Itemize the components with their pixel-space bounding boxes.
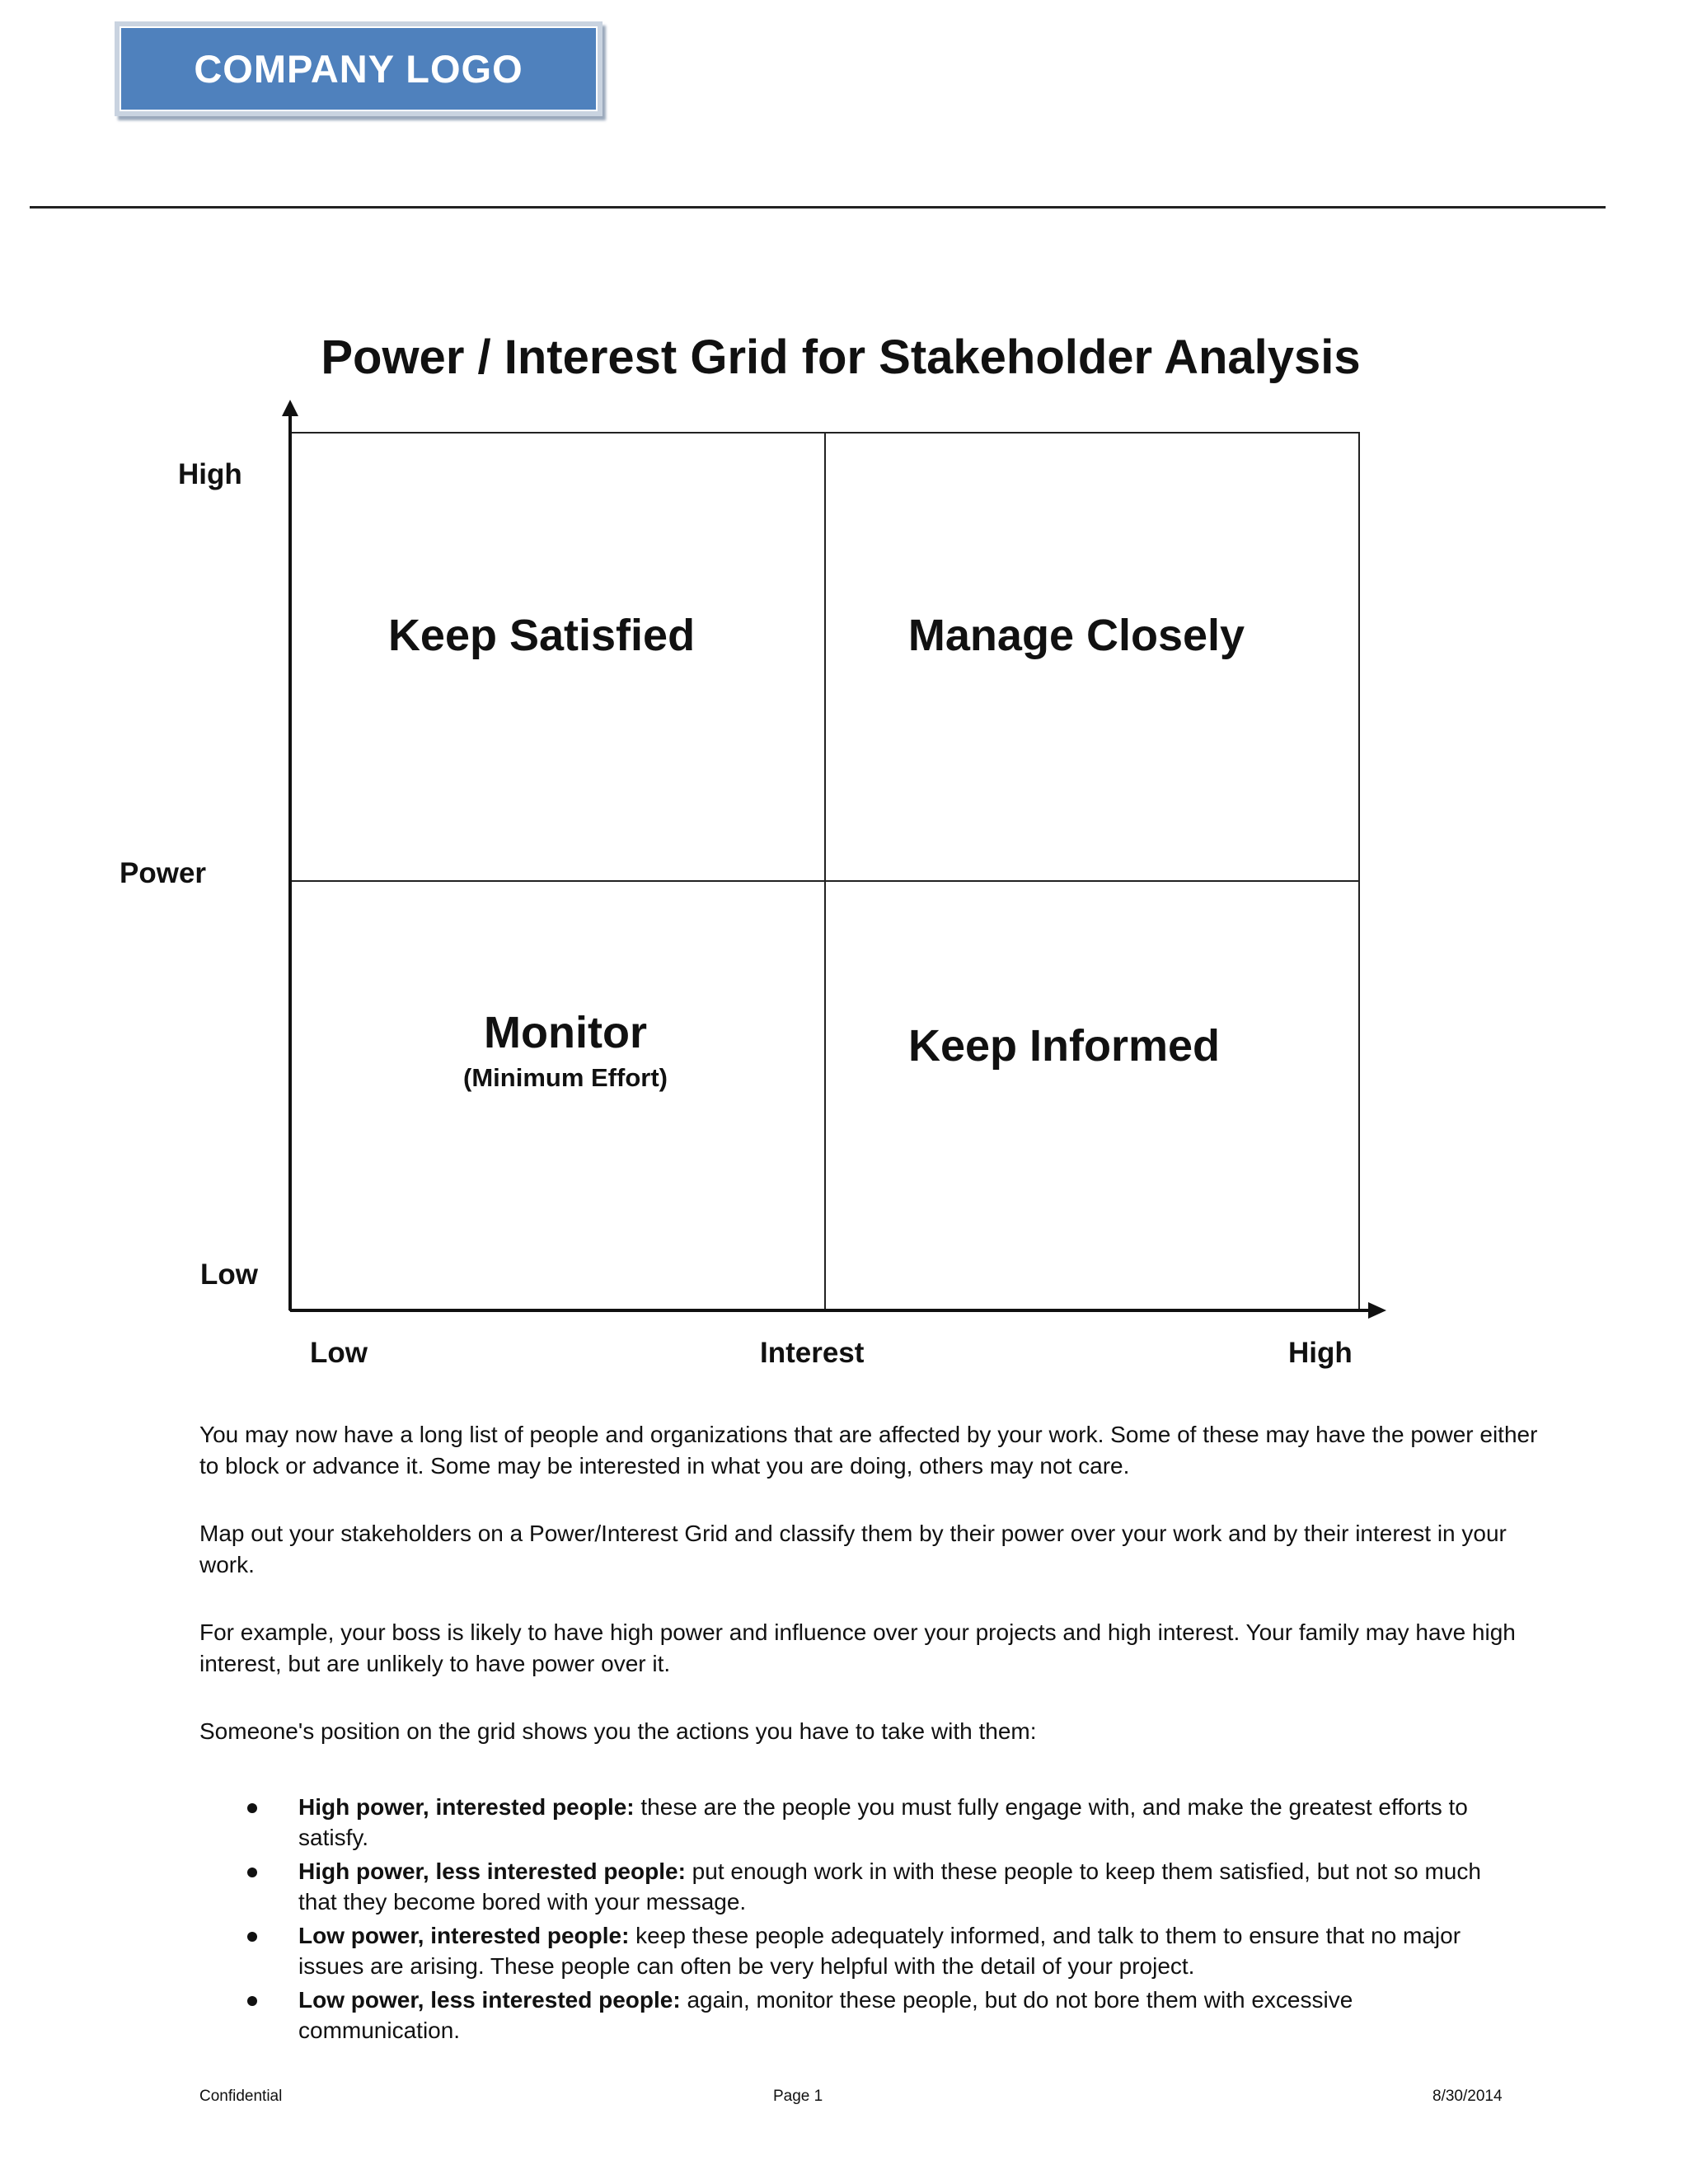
quadrant-keep-informed: [825, 1020, 1303, 1071]
bullet-1-text: these are the people you must fully engage with, and make the greatest efforts to satisfy.: [298, 1794, 1468, 1850]
paragraph-1-text: You may now have a long list of people and organizations that are affected by your work. Some of these may have the power either to block or advance it. Some may be interested in what you are doing, others may not care.: [199, 1422, 1538, 1479]
paragraph-2-text: Map out your stakeholders on a Power/Interest Grid and classify them by their power over your work and by their interest in your work.: [199, 1521, 1507, 1577]
x-axis-arrowhead: [1368, 1302, 1386, 1319]
quadrant-monitor: [318, 1007, 813, 1093]
y-axis-arrowhead: [282, 400, 298, 416]
bullet-4-text: again, monitor these people, but do not bore them with excessive communication.: [298, 1987, 1353, 2043]
bullet-3-bold: Low power, interested people:: [298, 1923, 630, 1948]
quadrant-keep-informed-title: Keep Informed: [907, 1021, 1221, 1071]
x-axis-low-label: Low: [310, 1337, 368, 1369]
bullet-4-bold: Low power, less interested people:: [298, 1987, 681, 2013]
paragraph-3-text: For example, your boss is likely to have high power and influence over your projects and high interest. Your family may have high interest, but are unlikely to have power over it.: [199, 1619, 1516, 1676]
x-axis-label: Interest: [760, 1337, 865, 1369]
list-item: [199, 1792, 1518, 1853]
paragraph-4: [199, 1716, 1543, 1747]
paragraph-4-text: Someone's position on the grid shows you the actions you have to take with them:: [199, 1718, 1037, 1744]
x-axis-high-label: High: [1288, 1337, 1353, 1369]
bullet-1-bold: High power, interested people:: [298, 1794, 635, 1820]
bullet-dot: [247, 1868, 257, 1877]
paragraph-2: [199, 1518, 1543, 1581]
list-item: [199, 1856, 1518, 1917]
bullet-dot: [247, 1932, 257, 1942]
page-title: Power / Interest Grid for Stakeholder Analysis: [321, 330, 1361, 384]
footer-confidential: Confidential: [199, 2088, 283, 2105]
bullet-dot: [247, 1996, 257, 2006]
quadrant-keep-satisfied: [290, 610, 793, 661]
quadrant-monitor-title: Monitor: [484, 1008, 647, 1057]
paragraph-1: [199, 1419, 1543, 1482]
list-item: [199, 1920, 1518, 1981]
footer-date: 8/30/2014: [1432, 2088, 1503, 2105]
quadrant-manage-closely-title: Manage Closely: [907, 611, 1245, 660]
bullet-list: [199, 1792, 1518, 2049]
y-axis-high-label: High: [178, 458, 242, 490]
footer-page-number: Page 1: [773, 2088, 823, 2105]
bullet-2-bold: High power, less interested people:: [298, 1858, 686, 1884]
y-axis-low-label: Low: [200, 1258, 258, 1291]
list-item: [199, 1985, 1518, 2046]
bullet-2-text: put enough work in with these people to keep them satisfied, but not so much that they become bored with your message.: [298, 1858, 1481, 1915]
quadrant-keep-satisfied-title: Keep Satisfied: [387, 611, 696, 660]
bullet-3-text: keep these people adequately informed, and talk to them to ensure that no major issues are arising. These people can often be very helpful with the detail of your project.: [298, 1923, 1461, 1979]
bullet-dot: [247, 1803, 257, 1813]
paragraph-3: [199, 1617, 1543, 1680]
quadrant-monitor-subtitle: (Minimum Effort): [463, 1063, 668, 1092]
quadrant-manage-closely: [825, 610, 1328, 661]
y-axis-label: Power: [120, 857, 207, 889]
company-logo-text: COMPANY LOGO: [194, 47, 523, 91]
